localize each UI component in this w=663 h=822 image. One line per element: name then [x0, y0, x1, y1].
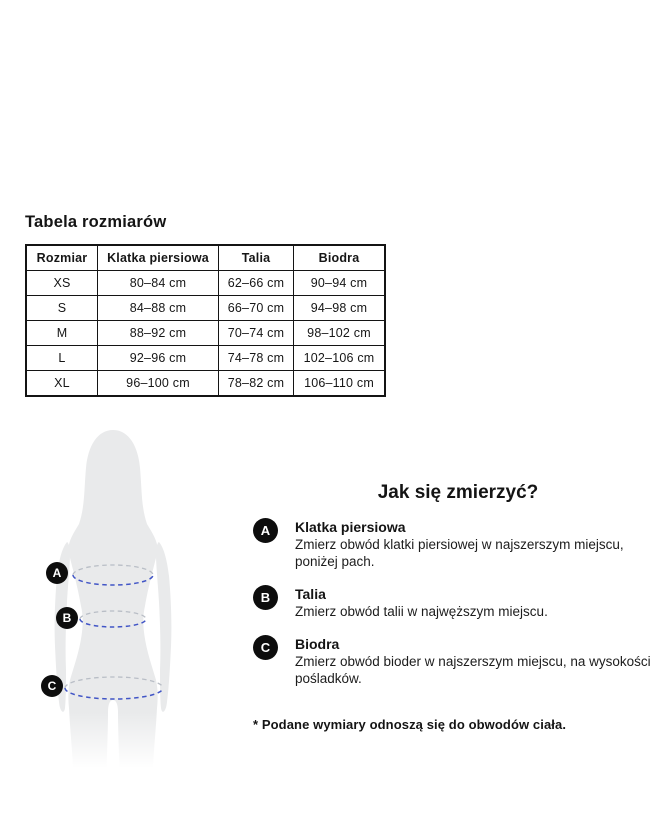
- table-row: [26, 371, 385, 397]
- size-table-title: Tabela rozmiarów: [25, 213, 167, 231]
- size-cell: 90–94 cm: [294, 271, 386, 296]
- measure-item-heading: Talia: [295, 586, 326, 602]
- size-cell: 96–100 cm: [98, 371, 219, 397]
- silhouette-right-arm: [156, 542, 171, 712]
- measure-item-text: [295, 586, 661, 620]
- size-cell: 102–106 cm: [294, 346, 386, 371]
- table-row: [26, 321, 385, 346]
- size-table-header-talia: Talia: [219, 245, 294, 271]
- size-cell: 80–84 cm: [98, 271, 219, 296]
- measure-item-text: [295, 519, 661, 570]
- measure-item-heading: Klatka piersiowa: [295, 519, 406, 535]
- marker-c-badge: C: [253, 635, 278, 660]
- table-row: [26, 296, 385, 321]
- measure-item-chest: [253, 519, 663, 570]
- measurement-footnote: * Podane wymiary odnoszą się do obwodów ciała.: [253, 717, 567, 732]
- measure-item-hips: [253, 636, 663, 687]
- figure-marker-b-label: B: [62, 611, 72, 625]
- measure-item-description: Zmierz obwód klatki piersiowej w najszerszym miejscu, poniżej pach.: [295, 537, 624, 569]
- table-row: [26, 346, 385, 371]
- body-measurement-figure: [38, 418, 188, 778]
- size-cell: 92–96 cm: [98, 346, 219, 371]
- size-cell: 88–92 cm: [98, 321, 219, 346]
- size-cell: 74–78 cm: [219, 346, 294, 371]
- size-table: [25, 244, 386, 397]
- measure-item-heading: Biodra: [295, 636, 340, 652]
- size-cell: XS: [26, 271, 98, 296]
- figure-marker-c-label: C: [47, 679, 57, 693]
- size-cell: 94–98 cm: [294, 296, 386, 321]
- measure-item-waist: [253, 586, 663, 620]
- how-to-measure-section: [253, 482, 663, 732]
- marker-b-badge: B: [253, 585, 278, 610]
- size-cell: L: [26, 346, 98, 371]
- table-row: [26, 271, 385, 296]
- size-cell: 66–70 cm: [219, 296, 294, 321]
- size-table-header-biodra: Biodra: [294, 245, 386, 271]
- size-cell: 70–74 cm: [219, 321, 294, 346]
- size-table-header-rozmiar: Rozmiar: [26, 245, 98, 271]
- size-cell: S: [26, 296, 98, 321]
- size-cell: 106–110 cm: [294, 371, 386, 397]
- size-cell: 62–66 cm: [219, 271, 294, 296]
- size-cell: 78–82 cm: [219, 371, 294, 397]
- size-table-header-klatka: Klatka piersiowa: [98, 245, 219, 271]
- size-table-header-row: [26, 245, 385, 271]
- size-cell: M: [26, 321, 98, 346]
- size-cell: 98–102 cm: [294, 321, 386, 346]
- measure-item-text: [295, 636, 661, 687]
- body-silhouette-graphic: [38, 418, 188, 778]
- size-cell: 84–88 cm: [98, 296, 219, 321]
- measure-item-description: Zmierz obwód talii w najwęższym miejscu.: [295, 604, 548, 619]
- size-cell: XL: [26, 371, 98, 397]
- measure-item-description: Zmierz obwód bioder w najszerszym miejscu, na wysokości pośladków.: [295, 654, 651, 686]
- marker-a-badge: A: [253, 518, 278, 543]
- how-to-measure-title: Jak się zmierzyć?: [377, 482, 539, 503]
- figure-marker-a-label: A: [52, 566, 62, 580]
- silhouette-fade: [38, 712, 188, 778]
